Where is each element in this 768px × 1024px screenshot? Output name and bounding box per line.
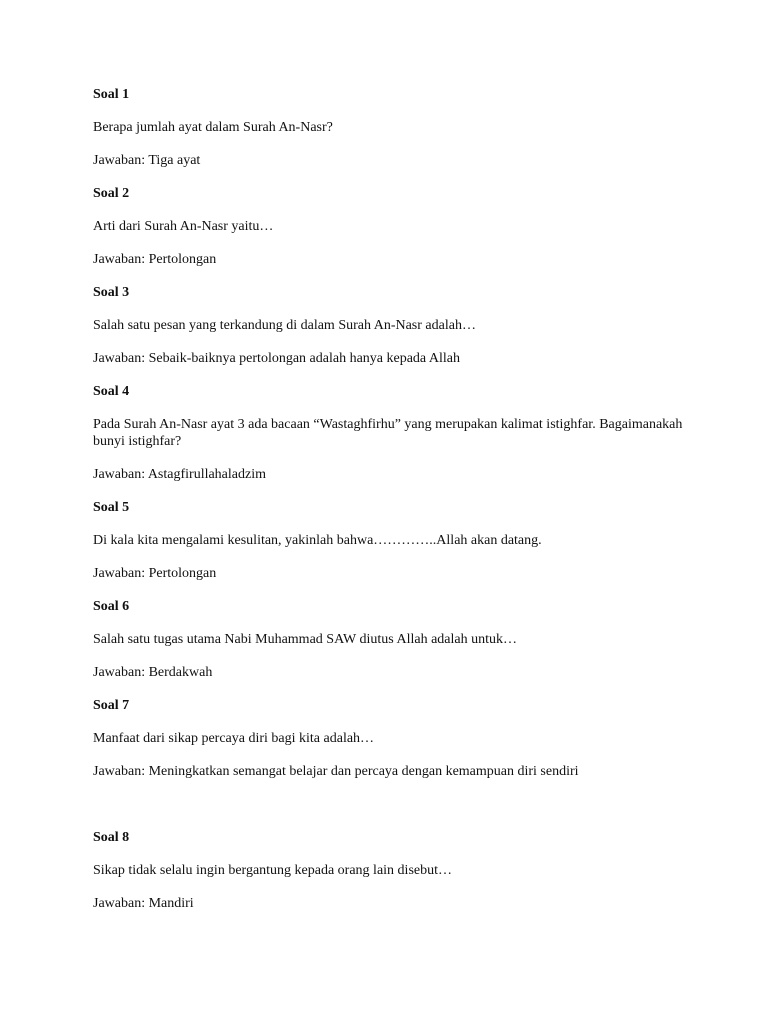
question-heading: Soal 6	[93, 599, 130, 614]
question-text: Manfaat dari sikap percaya diri bagi kita adalah…	[93, 731, 375, 746]
question-text: Arti dari Surah An-Nasr yaitu…	[93, 219, 274, 234]
question-heading: Soal 8	[93, 830, 130, 845]
answer-text: Jawaban: Meningkatkan semangat belajar dan percaya dengan kemampuan diri sendiri	[93, 764, 579, 779]
question-item-8	[93, 829, 693, 912]
question-text: Sikap tidak selalu ingin bergantung kepada orang lain disebut…	[93, 863, 452, 878]
question-text: Salah satu tugas utama Nabi Muhammad SAW diutus Allah adalah untuk…	[93, 632, 517, 647]
question-heading: Soal 5	[93, 500, 130, 515]
answer-text: Jawaban: Pertolongan	[93, 566, 217, 581]
question-heading: Soal 7	[93, 698, 130, 713]
question-item-3	[93, 284, 693, 367]
question-text: Pada Surah An-Nasr ayat 3 ada bacaan “Wastaghfirhu” yang merupakan kalimat istighfar. Bagaimanakah bunyi istighfar?	[93, 417, 683, 449]
question-item-5	[93, 499, 693, 582]
question-text: Di kala kita mengalami kesulitan, yakinlah bahwa…………..Allah akan datang.	[93, 533, 542, 548]
answer-text: Jawaban: Astagfirullahaladzim	[93, 467, 266, 482]
answer-text: Jawaban: Tiga ayat	[93, 153, 201, 168]
question-text: Salah satu pesan yang terkandung di dalam Surah An-Nasr adalah…	[93, 318, 476, 333]
document-page	[93, 86, 693, 928]
answer-text: Jawaban: Sebaik-baiknya pertolongan adalah hanya kepada Allah	[93, 351, 460, 366]
answer-text: Jawaban: Pertolongan	[93, 252, 217, 267]
question-heading: Soal 4	[93, 384, 130, 399]
question-item-2	[93, 185, 693, 268]
answer-text: Jawaban: Mandiri	[93, 896, 194, 911]
question-item-7	[93, 697, 693, 780]
question-heading: Soal 1	[93, 87, 130, 102]
question-item-6	[93, 598, 693, 681]
paragraph-spacer	[93, 796, 693, 829]
question-text: Berapa jumlah ayat dalam Surah An-Nasr?	[93, 120, 333, 135]
question-item-4	[93, 383, 693, 483]
question-item-1	[93, 86, 693, 169]
answer-text: Jawaban: Berdakwah	[93, 665, 213, 680]
question-heading: Soal 3	[93, 285, 130, 300]
question-heading: Soal 2	[93, 186, 130, 201]
